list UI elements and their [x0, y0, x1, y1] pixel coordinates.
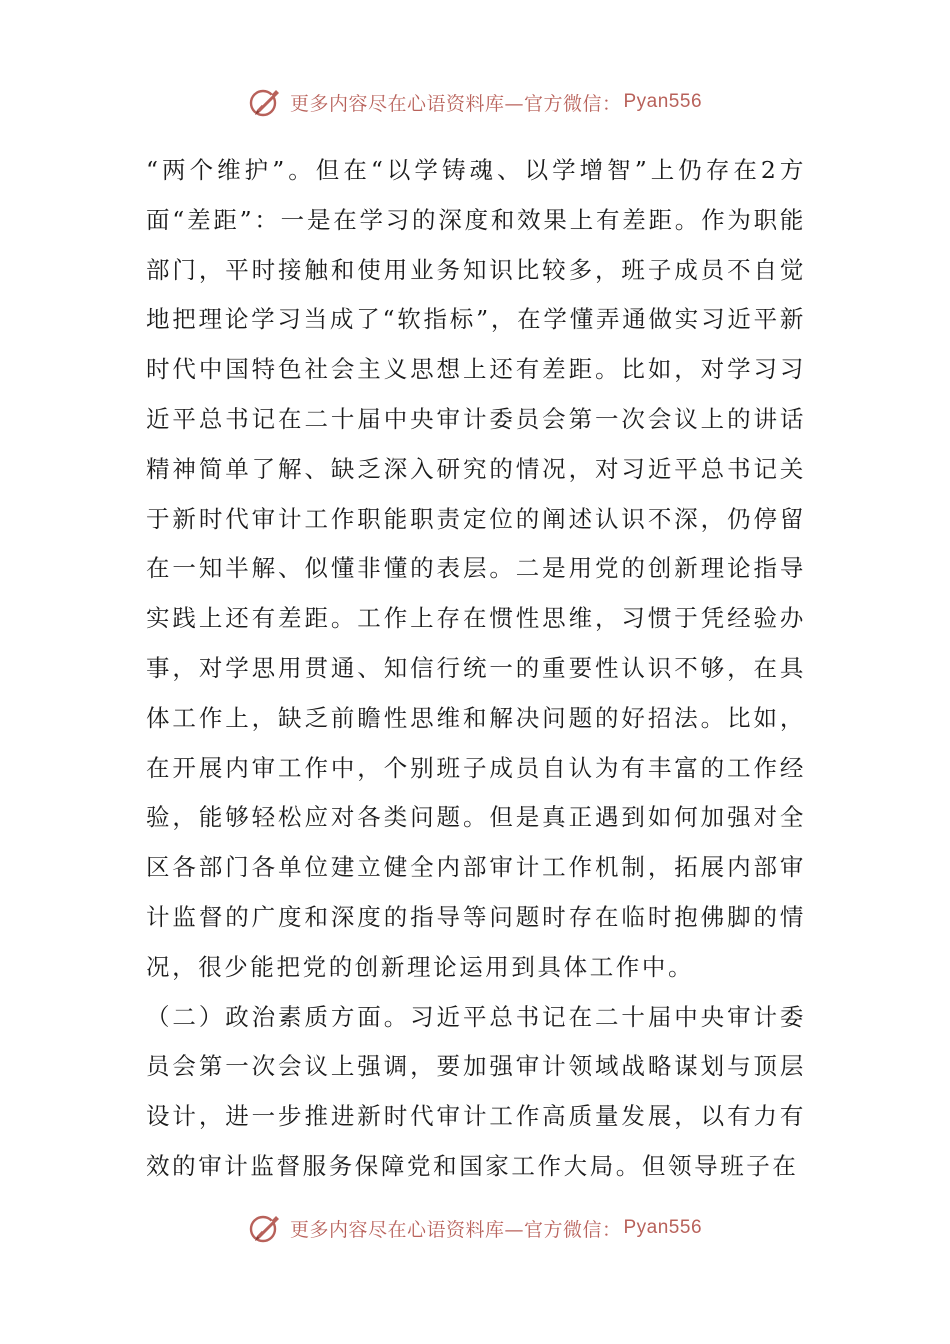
- footer-banner-label: 更多内容尽在心语资料库—官方微信：: [289, 1218, 622, 1241]
- document-body: [146, 146, 806, 1186]
- footer-wechat-id: Pyan556: [623, 1217, 703, 1238]
- header-wechat-id: Pyan556: [623, 91, 703, 112]
- header-banner-text: [290, 89, 702, 116]
- header-banner-label: 更多内容尽在心语资料库—官方微信：: [289, 92, 622, 115]
- body-paragraph: “两个维护”。但在“以学铸魂、以学增智”上仍存在2方面“差距”：一是在学习的深度和效果上有差距。作为职能部门，平时接触和使用业务知识比较多，班子成员不自觉地把理论学习当成了“软指标”，在学懂弄通做实习近平新时代中国特色社会主义思想上还有差距。比如，对学习习近平总书记在二十届中央审计委员会第一次会议上的讲话精神简单了解、缺乏深入研究的情况，对习近平总书记关于新时代审计工作职能职责定位的阐述认识不深，仍停留在一知半解、似懂非懂的表层。二是用党的创新理论指导实践上还有差距。工作上存在惯性思维，习惯于凭经验办事，对学思用贯通、知信行统一的重要性认识不够，在具体工作上，缺乏前瞻性思维和解决问题的好招法。比如，在开展内审工作中，个别班子成员自认为有丰富的工作经验，能够轻松应对各类问题。但是真正遇到如何加强对全区各部门各单位建立健全内部审计工作机制，拓展内部审计监督的广度和深度的指导等问题时存在临时抱佛脚的情况，很少能把党的创新理论运用到具体工作中。: [146, 156, 806, 981]
- header-banner: [0, 82, 950, 122]
- footer-banner-text: [290, 1215, 702, 1242]
- quill-pen-logo-icon: [248, 85, 282, 119]
- body-paragraph: （二）政治素质方面。习近平总书记在二十届中央审计委员会第一次会议上强调，要加强审计领域战略谋划与顶层设计，进一步推进新时代审计工作高质量发展，以有力有效的审计监督服务保障党和国家工作大局。但领导班子在: [146, 1002, 806, 1180]
- footer-banner: [0, 1208, 950, 1248]
- quill-pen-logo-icon: [248, 1211, 282, 1245]
